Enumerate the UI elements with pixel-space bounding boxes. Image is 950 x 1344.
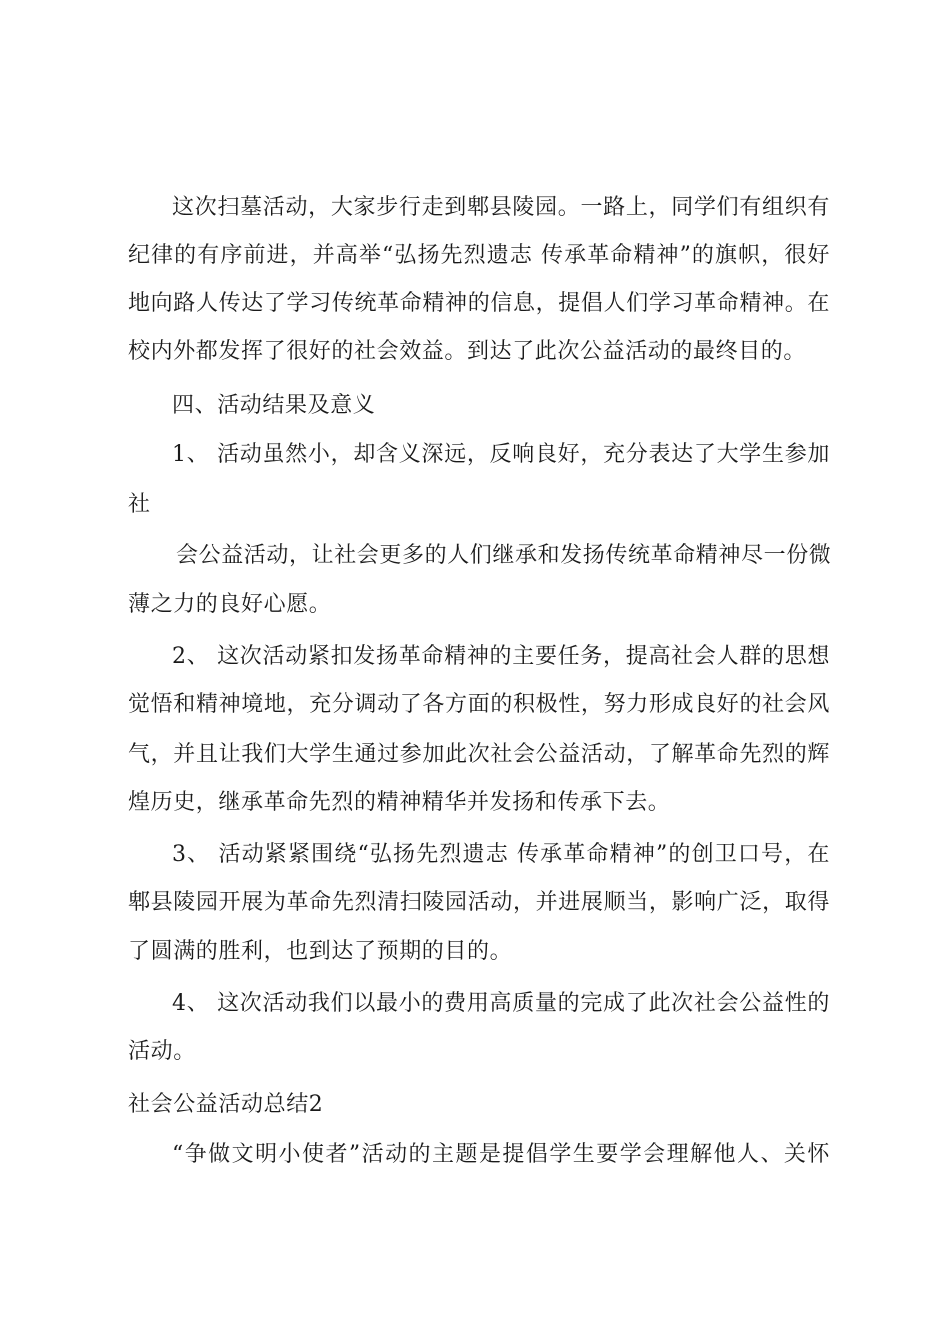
list-item-line: 郫县陵园开展为革命先烈清扫陵园活动，并进展顺当，影响广泛，取得: [128, 890, 830, 915]
list-item-line: 气，并且让我们大学生通过参加此次社会公益活动，了解革命先烈的辉: [128, 742, 830, 767]
list-item-line: 活动。: [128, 1039, 196, 1064]
list-item-line: 4、 这次活动我们以最小的费用高质量的完成了此次社会公益性的: [172, 991, 830, 1016]
section-title: 社会公益活动总结2: [128, 1092, 324, 1117]
section-heading: 四、活动结果及意义: [172, 393, 376, 418]
list-item-line: 1、 活动虽然小，却含义深远，反响良好，充分表达了大学生参加: [172, 442, 830, 467]
list-item-line: 3、 活动紧紧围绕“弘扬先烈遗志 传承革命精神”的创卫口号，在: [172, 842, 830, 867]
list-item-line: 社: [128, 492, 151, 517]
paragraph-line: 薄之力的良好心愿。: [128, 592, 332, 617]
paragraph-line: 校内外都发挥了很好的社会效益。到达了此次公益活动的最终目的。: [128, 339, 807, 364]
paragraph-line: “争做文明小使者”活动的主题是提倡学生要学会理解他人、关怀: [172, 1142, 830, 1167]
list-item-line: 煌历史，继承革命先烈的精神精华并发扬和传承下去。: [128, 790, 671, 815]
paragraph-line: 会公益活动，让社会更多的人们继承和发扬传统革命精神尽一份微: [176, 543, 832, 568]
list-item-line: 了圆满的胜利，也到达了预期的目的。: [128, 939, 513, 964]
list-item-line: 觉悟和精神境地，充分调动了各方面的积极性，努力形成良好的社会风: [128, 692, 830, 717]
list-item-line: 2、 这次活动紧扣发扬革命精神的主要任务，提高社会人群的思想: [172, 644, 830, 669]
paragraph-line: 地向路人传达了学习传统革命精神的信息，提倡人们学习革命精神。在: [128, 291, 830, 316]
paragraph-line: 这次扫墓活动，大家步行走到郫县陵园。一路上，同学们有组织有: [172, 195, 830, 220]
paragraph-line: 纪律的有序前进，并高举“弘扬先烈遗志 传承革命精神”的旗帜，很好: [128, 243, 830, 268]
